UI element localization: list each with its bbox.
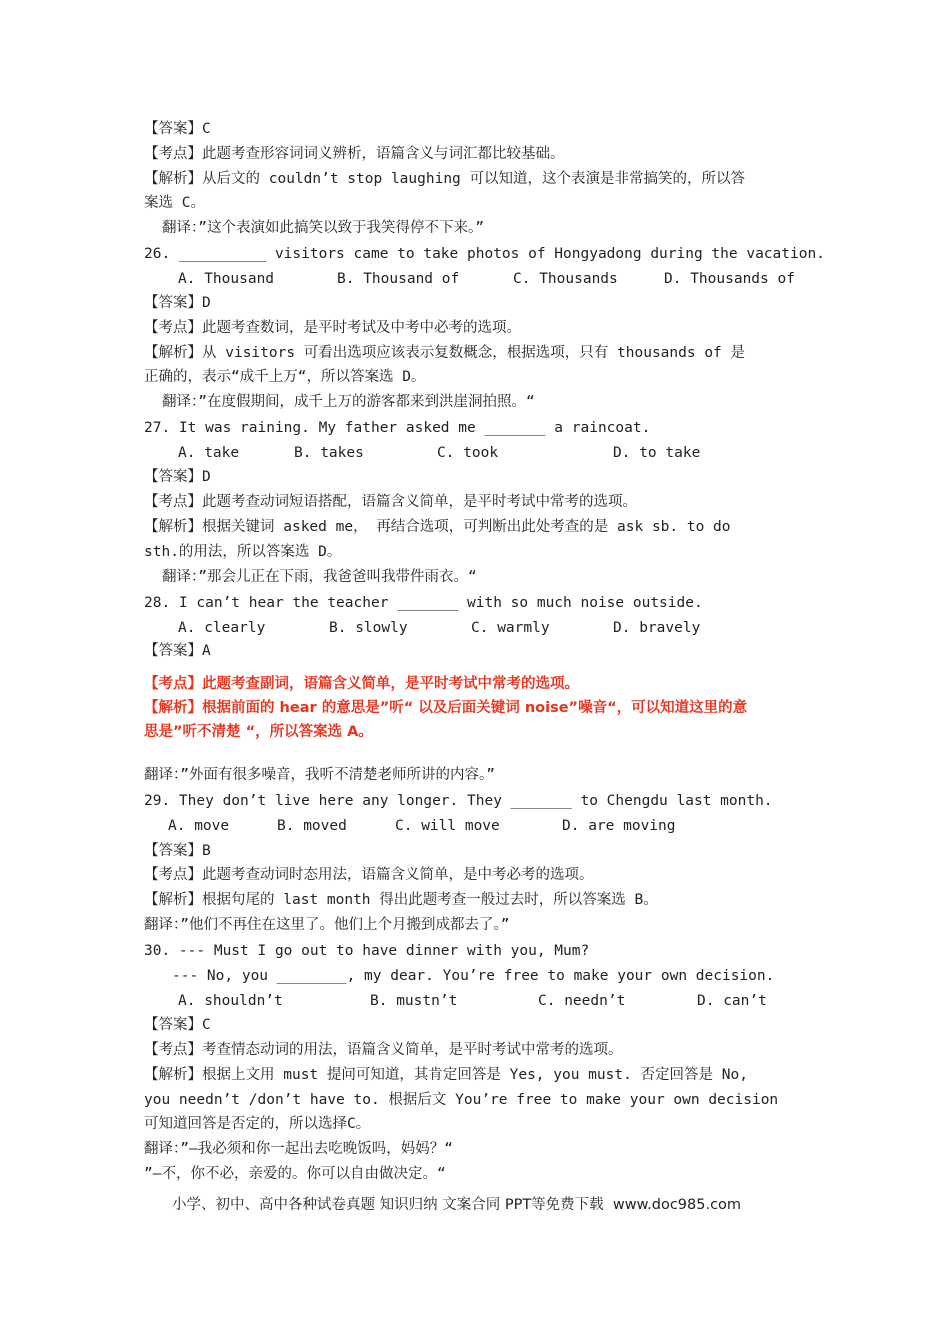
answer-28: 【答案】A (144, 643, 211, 659)
footer-text: 小学、初中、高中各种试卷真题 知识归纳 文案合同 PPT等免费下载 www.doc985.com (172, 1197, 742, 1213)
translation-30: 翻译：”—我必须和你一起出去吃晚饭吗，妈妈？“ (144, 1141, 453, 1157)
question-26: 26. __________ visitors came to take photos of Hongyadong during the vacation. (144, 246, 825, 262)
q29-option-d: D. are moving (562, 818, 676, 834)
question-30: 30. --- Must I go out to have dinner with you, Mum? (144, 943, 590, 959)
q26-option-b: B. Thousand of (337, 271, 460, 287)
analysis-30: 【解析】根据上文用 must 提问可知道，其肯定回答是 Yes, you must. 否定回答是 No, (144, 1067, 748, 1083)
point-28-highlighted: 【考点】此题考查副词，语篇含义简单，是平时考试中常考的选项。 (144, 676, 579, 692)
translation-29: 翻译：”他们不再住在这里了。他们上个月搬到成都去了。” (144, 917, 510, 933)
q27-option-d: D. to take (613, 445, 701, 461)
q26-option-a: A. Thousand (178, 271, 275, 287)
question-28: 28. I can’t hear the teacher _______ with so much noise outside. (144, 595, 703, 611)
point-25: 【考点】此题考查形容词词义辨析，语篇含义与词汇都比较基础。 (144, 146, 565, 162)
analysis-27-cont: sth.的用法，所以答案选 D。 (144, 544, 342, 560)
translation-26: 翻译：”在度假期间，成千上万的游客都来到洪崖洞拍照。“ (162, 394, 535, 410)
q28-option-d: D. bravely (613, 620, 701, 636)
answer-25: 【答案】C (144, 121, 211, 137)
question-30-reply: --- No, you ________, my dear. You’re free to make your own decision. (172, 968, 775, 984)
point-30: 【考点】考查情态动词的用法，语篇含义简单，是平时考试中常考的选项。 (144, 1042, 623, 1058)
analysis-25-cont: 案选 C。 (144, 195, 205, 211)
q30-option-c: C. needn’t (538, 993, 626, 1009)
translation-25: 翻译：”这个表演如此搞笑以致于我笑得停不下来。” (162, 220, 484, 236)
analysis-27: 【解析】根据关键词 asked me， 再结合选项，可判断出此处考查的是 ask sb. to do (144, 519, 731, 535)
q29-option-c: C. will move (395, 818, 500, 834)
answer-29: 【答案】B (144, 843, 211, 859)
point-27: 【考点】此题考查动词短语搭配，语篇含义简单，是平时考试中常考的选项。 (144, 494, 637, 510)
answer-27: 【答案】D (144, 469, 211, 485)
q28-option-a: A. clearly (178, 620, 266, 636)
q30-option-d: D. can’t (697, 993, 767, 1009)
translation-27: 翻译：”那会儿正在下雨，我爸爸叫我带件雨衣。“ (162, 569, 477, 585)
q29-option-b: B. moved (277, 818, 347, 834)
point-29: 【考点】此题考查动词时态用法，语篇含义简单，是中考必考的选项。 (144, 867, 594, 883)
analysis-30-cont2: 可知道回答是否定的，所以选择C。 (144, 1116, 371, 1132)
translation-30-cont: ”—不，你不必，亲爱的。你可以自由做决定。“ (144, 1166, 446, 1182)
q27-option-c: C. took (437, 445, 499, 461)
answer-30: 【答案】C (144, 1017, 211, 1033)
translation-28: 翻译：”外面有很多噪音，我听不清楚老师所讲的内容。” (144, 767, 495, 783)
question-27: 27. It was raining. My father asked me _______ a raincoat. (144, 420, 651, 436)
q30-option-b: B. mustn’t (370, 993, 458, 1009)
question-29: 29. They don’t live here any longer. They _______ to Chengdu last month. (144, 793, 773, 809)
analysis-26: 【解析】从 visitors 可看出选项应该表示复数概念，根据选项，只有 thousands of 是 (144, 345, 746, 361)
q30-option-a: A. shouldn’t (178, 993, 283, 1009)
q27-option-a: A. take (178, 445, 240, 461)
q28-option-b: B. slowly (329, 620, 408, 636)
analysis-28-highlighted-cont: 思是”听不清楚 “，所以答案选 A。 (144, 724, 373, 740)
q26-option-c: C. Thousands (513, 271, 618, 287)
analysis-25: 【解析】从后文的 couldn’t stop laughing 可以知道，这个表演是非常搞笑的，所以答 (144, 171, 746, 187)
analysis-30-cont: you needn’t /don’t have to. 根据后文 You’re free to make your own decision (144, 1092, 779, 1108)
analysis-29: 【解析】根据句尾的 last month 得出此题考查一般过去时，所以答案选 B。 (144, 892, 658, 908)
q27-option-b: B. takes (294, 445, 364, 461)
answer-26: 【答案】D (144, 295, 211, 311)
q28-option-c: C. warmly (471, 620, 550, 636)
point-26: 【考点】此题考查数词，是平时考试及中考中必考的选项。 (144, 320, 521, 336)
analysis-26-cont: 正确的，表示“成千上万“，所以答案选 D。 (144, 369, 426, 385)
q26-option-d: D. Thousands of (664, 271, 795, 287)
q29-option-a: A. move (168, 818, 230, 834)
analysis-28-highlighted: 【解析】根据前面的 hear 的意思是”听“ 以及后面关键词 noise”噪音“，可以知道这里的意 (144, 700, 748, 716)
